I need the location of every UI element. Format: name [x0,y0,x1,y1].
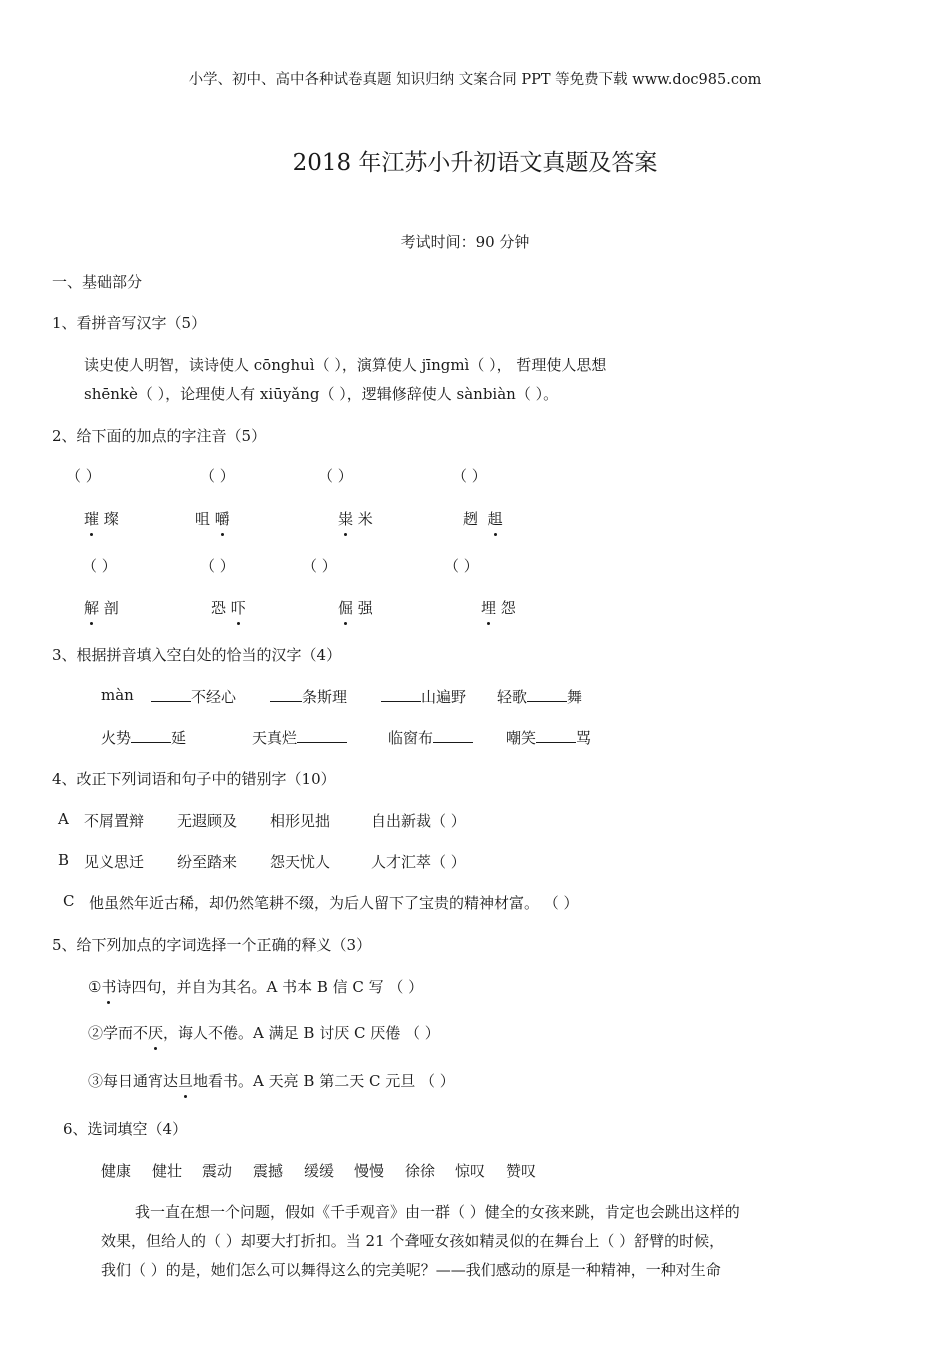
dotted-word [338,508,373,529]
word-char: 咀 [195,510,211,528]
pinyin-label: màn [101,686,134,704]
dotted-char: 旦 [178,1072,194,1090]
question-3-title: 3、根据拼音填入空白处的恰当的汉字（4） [52,646,342,664]
word-option: 缓缓 [304,1162,335,1180]
section-title: 一、基础部分 [52,273,143,291]
exam-time: 考试时间：90 分钟 [400,233,530,251]
dotted-char: 趄 [487,510,503,528]
dotted-char: 厌 [148,1024,164,1042]
word-option: 赞叹 [506,1162,537,1180]
fill-text: 不经心 [191,688,237,706]
page-title: 2018 年江苏小升初语文真题及答案 [292,150,658,176]
word-item: 纷至踏来 [177,853,238,871]
item-text: ，诲人不倦。A 满足 B 讨厌 C 厌倦 （ ） [163,1024,440,1042]
fill-item [388,727,473,748]
answer-paren: （ ） [200,467,235,485]
word-char: 强 [357,599,373,617]
fill-blank[interactable] [297,728,347,743]
word-char: 怨 [500,599,516,617]
fill-blank[interactable] [527,687,567,702]
item-text: 地看书。A 天亮 B 第二天 C 元旦 （ ） [193,1072,455,1090]
word-char: 米 [357,510,373,528]
option-label: B [58,851,70,869]
option-label: A [58,810,69,828]
fill-blank[interactable] [433,728,473,743]
answer-paren: （ ） [452,467,487,485]
fill-text: 天真烂 [252,729,298,747]
fill-blank[interactable] [536,728,576,743]
word-option: 惊叹 [455,1162,486,1180]
paragraph-line: 效果，但给人的（ ）却要大打折扣。当 21 个聋哑女孩如精灵似的在舞台上（ ）舒臂的时候， [101,1232,725,1250]
definition-item [88,1070,455,1091]
question-2-title: 2、给下面的加点的字注音（5） [52,427,267,445]
dotted-char: 粜 [338,510,354,528]
fill-blank[interactable] [131,728,171,743]
answer-paren: （ ） [82,557,117,575]
fill-item [101,727,186,748]
word-item: 人才汇萃（ ） [371,853,466,871]
fill-text: 舞 [567,688,583,706]
dotted-word [195,508,230,529]
answer-paren: （ ） [444,557,479,575]
word-option: 徐徐 [405,1162,436,1180]
question-1-line: shēnkè（ ），论理使人有 xiūyǎng（ ），逻辑修辞使人 sànbiàn（ ）。 [84,385,559,403]
word-option: 慢慢 [354,1162,385,1180]
item-number: ② [88,1024,104,1042]
question-1-line: 读史使人明智，读诗使人 cōnghuì（ ），演算使人 jīngmì（ ）， 哲理使人思想 [84,356,607,374]
word-option: 健康 [101,1162,132,1180]
dotted-char: 璀 [84,510,100,528]
fill-item [497,686,582,707]
answer-paren: （ ） [66,467,101,485]
dotted-word [84,597,119,618]
fill-text: 山遍野 [421,688,467,706]
fill-text: 嘲笑 [506,729,537,747]
paragraph-line: 我一直在想一个问题，假如《千手观音》由一群（ ）健全的女孩来跳，肯定也会跳出这样的 [135,1203,740,1221]
answer-paren: （ ） [200,557,235,575]
fill-text: 临窗布 [388,729,434,747]
fill-text: 火势 [101,729,132,747]
word-item: 见义思迁 [84,853,145,871]
item-number: ③ [88,1072,104,1090]
site-header: 小学、初中、高中各种试卷真题 知识归纳 文案合同 PPT 等免费下载 www.doc985.com [188,72,762,88]
word-char: 璨 [103,510,119,528]
dotted-word [481,597,516,618]
item-number: ① [88,978,102,996]
word-item: 不屑置辩 [84,812,145,830]
fill-text: 延 [171,729,187,747]
dotted-word [84,508,119,529]
question-4-title: 4、改正下列词语和句子中的错别字（10） [52,770,336,788]
fill-item [151,686,236,707]
fill-blank[interactable] [151,687,191,702]
dotted-char: 书 [101,978,117,996]
answer-paren: （ ） [318,467,353,485]
sentence: 他虽然年近古稀，却仍然笔耕不缀，为后人留下了宝贵的精神材富。 （ ） [89,894,579,912]
fill-item [252,727,347,748]
dotted-word [211,597,246,618]
fill-text: 骂 [576,729,592,747]
item-text: 每日通宵达 [103,1072,179,1090]
dotted-char: 解 [84,599,100,617]
word-char: 剖 [103,599,119,617]
word-option: 震动 [202,1162,233,1180]
dotted-char: 吓 [230,599,246,617]
definition-item [88,976,423,997]
question-1-title: 1、看拼音写汉字（5） [52,314,207,332]
word-char: 恐 [211,599,227,617]
dotted-char: 倔 [338,599,354,617]
word-option: 健壮 [152,1162,183,1180]
word-item: 自出新裁（ ） [371,812,466,830]
word-option: 震撼 [253,1162,284,1180]
dotted-word [463,508,503,529]
word-item: 怨天忧人 [270,853,331,871]
item-text: 学而不 [103,1024,149,1042]
dotted-char: 埋 [481,599,497,617]
question-6-title: 6、选词填空（4） [63,1120,188,1138]
fill-item [506,727,591,748]
question-5-title: 5、给下列加点的字词选择一个正确的释义（3） [52,936,372,954]
dotted-word [338,597,373,618]
word-item: 相形见拙 [270,812,331,830]
option-label: C [63,892,75,910]
item-text: 诗四句，并自为其名。A 书本 B 信 C 写 （ ） [116,978,424,996]
definition-item [88,1022,440,1043]
word-item: 无遐顾及 [177,812,238,830]
fill-blank[interactable] [270,687,302,702]
paragraph-line: 我们（ ）的是，她们怎么可以舞得这么的完美呢？——我们感动的原是一种精神，一种对生命 [101,1261,721,1279]
fill-item [270,686,347,707]
word-char: 趔 [463,510,479,528]
fill-text: 条斯理 [302,688,348,706]
fill-text: 轻歌 [497,688,528,706]
fill-blank[interactable] [381,687,421,702]
dotted-char: 嚼 [214,510,230,528]
fill-item [381,686,466,707]
answer-paren: （ ） [302,557,337,575]
